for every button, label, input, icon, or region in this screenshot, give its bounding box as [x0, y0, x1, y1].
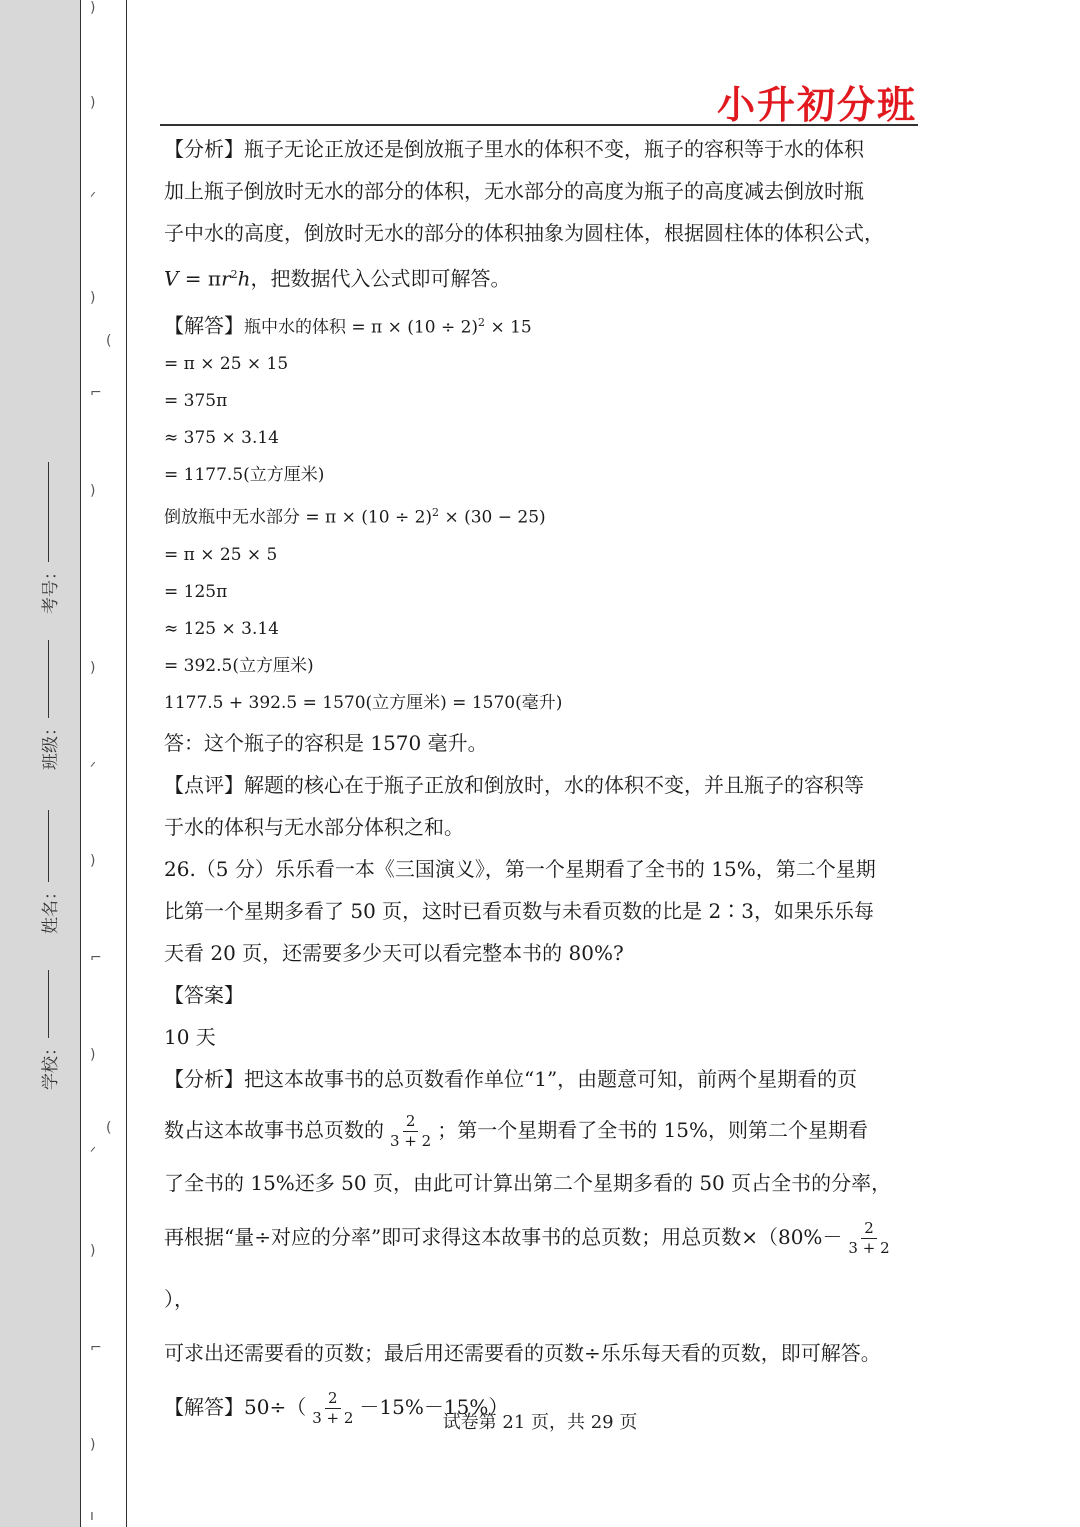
solution-step: ≈ 125 × 3.14 — [164, 618, 279, 639]
cut-mark: ⌐ — [90, 950, 102, 966]
solution-step: = π × 25 × 5 — [164, 544, 278, 565]
cut-mark: ) — [90, 95, 96, 111]
q26-analysis-line: 【分析】把这本故事书的总页数看作单位“1”，由题意可知，前两个星期看的页 — [164, 1066, 858, 1091]
cut-mark: ᐟ — [90, 760, 96, 776]
analysis-line: 加上瓶子倒放时无水的部分的体积，无水部分的高度为瓶子的高度减去倒放时瓶 — [164, 179, 864, 203]
analysis-line: 子中水的高度，倒放时无水的部分的体积抽象为圆柱体，根据圆柱体的体积公式， — [164, 221, 884, 245]
q26-solution-line: 【解答】50÷（ $\frac{2}{3 + 2}$ －15%－15%） — [164, 1388, 509, 1427]
binding-line-outer — [126, 0, 127, 1527]
comment-line: 于水的体积与无水部分体积之和。 — [164, 814, 464, 839]
question-26-line: 天看 20 页，还需要多少天可以看完整本书的 80%? — [164, 940, 624, 965]
cut-mark: ⌐ — [90, 1340, 102, 1356]
class-field[interactable] — [28, 640, 68, 771]
q26-analysis-line: 了全书的 15%还多 50 页，由此可计算出第二个星期多看的 50 页占全书的分率， — [164, 1170, 892, 1195]
exam-no-field[interactable] — [28, 462, 68, 615]
solution-step: = 1177.5(立方厘米) — [164, 465, 325, 486]
solution-water-line: 【解答】瓶中水的体积 = $\pi \times (10 \div 2)^2 \times 15$ — [164, 313, 532, 338]
analysis-line: 【分析】瓶子无论正放还是倒放瓶子里水的体积不变，瓶子的容积等于水的体积 — [164, 137, 864, 161]
solution-step: = 392.5(立方厘米) — [164, 655, 314, 676]
page-footer: 试卷第 21 页，共 29 页 — [442, 1412, 638, 1433]
cut-mark: ( — [106, 333, 112, 349]
comment-tag: 【点评】 — [164, 772, 244, 797]
cut-mark: ⌐ — [90, 385, 102, 401]
solution-empty-line: 倒放瓶中无水部分 = $\pi \times (10 \div 2)^2 \times (30 - 25)$ — [164, 506, 546, 528]
name-label: 姓名： — [40, 883, 61, 934]
q26-analysis-line: 数占这本故事书总页数的 $\frac{2}{3 + 2}$ ；第一个星期看了全书的 15%，则第二个星期看 — [164, 1111, 869, 1150]
answer-tag: 【答案】 — [164, 982, 244, 1007]
cut-mark: ᐟ — [90, 1145, 96, 1161]
cut-mark: ) — [90, 0, 96, 16]
cut-mark: ) — [90, 660, 96, 676]
cut-mark: ) — [90, 290, 96, 306]
question-26-line: 比第一个星期多看了 50 页，这时已看页数与未看页数的比是 2∶3，如果乐乐每 — [164, 898, 874, 923]
solution-answer: 答：这个瓶子的容积是 1570 毫升。 — [164, 730, 488, 755]
fraction: $\frac{2}{3 + 2}$ — [848, 1218, 890, 1257]
cut-mark: ) — [90, 1437, 96, 1453]
solution-step: = 125π — [164, 581, 228, 602]
class-underline — [48, 640, 49, 718]
school-label: 学校： — [40, 1039, 61, 1090]
q26-analysis-tag: 【分析】 — [164, 1066, 244, 1091]
comment-line: 【点评】解题的核心在于瓶子正放和倒放时，水的体积不变，并且瓶子的容积等 — [164, 772, 864, 797]
solution-total: 1177.5 + 392.5 = 1570(立方厘米) = 1570(毫升) — [164, 692, 563, 713]
solution-step: = π × 25 × 15 — [164, 354, 289, 375]
exam-no-underline — [48, 462, 49, 562]
solution-step: = 375π — [164, 391, 228, 412]
solution-tag: 【解答】 — [164, 313, 244, 338]
fraction: $\frac{2}{3 + 2}$ — [312, 1388, 354, 1427]
q26-analysis-line: 可求出还需要看的页数；最后用还需要看的页数÷乐乐每天看的页数，即可解答。 — [164, 1340, 881, 1365]
school-field[interactable] — [28, 970, 68, 1091]
cut-mark: ᐟ — [90, 190, 96, 206]
q26-analysis-line: 再根据“量÷对应的分率”即可求得这本故事书的总页数；用总页数×（80%－ $\frac{2}{3 + 2}$ ）， — [164, 1206, 924, 1330]
question-26-line: 26.（5 分）乐乐看一本《三国演义》，第一个星期看了全书的 15%，第二个星期 — [164, 856, 876, 881]
cut-mark: ( — [106, 1120, 112, 1136]
solution-step: ≈ 375 × 3.14 — [164, 428, 279, 449]
brand-title: 小升初分班 — [716, 83, 917, 127]
answer-value: 10 天 — [164, 1024, 216, 1049]
name-field[interactable] — [28, 810, 68, 935]
cut-mark: ) — [90, 853, 96, 869]
name-underline — [48, 810, 49, 882]
binding-line-inner — [80, 0, 81, 1527]
analysis-formula-line: $V = \pi r^2h$，把数据代入公式即可解答。 — [164, 266, 511, 291]
cut-mark: ) — [90, 483, 96, 499]
page-content — [164, 128, 924, 1438]
analysis-tag: 【分析】 — [164, 137, 244, 161]
header-rule — [160, 124, 918, 126]
school-underline — [48, 970, 49, 1038]
cut-mark: ı — [90, 1508, 94, 1524]
class-label: 班级： — [40, 719, 61, 770]
cut-mark: ) — [90, 1243, 96, 1259]
exam-no-label: 考号： — [40, 563, 61, 614]
q26-solution-tag: 【解答】 — [164, 1394, 244, 1419]
cut-mark: ) — [90, 1047, 96, 1063]
fraction: $\frac{2}{3 + 2}$ — [390, 1111, 432, 1150]
